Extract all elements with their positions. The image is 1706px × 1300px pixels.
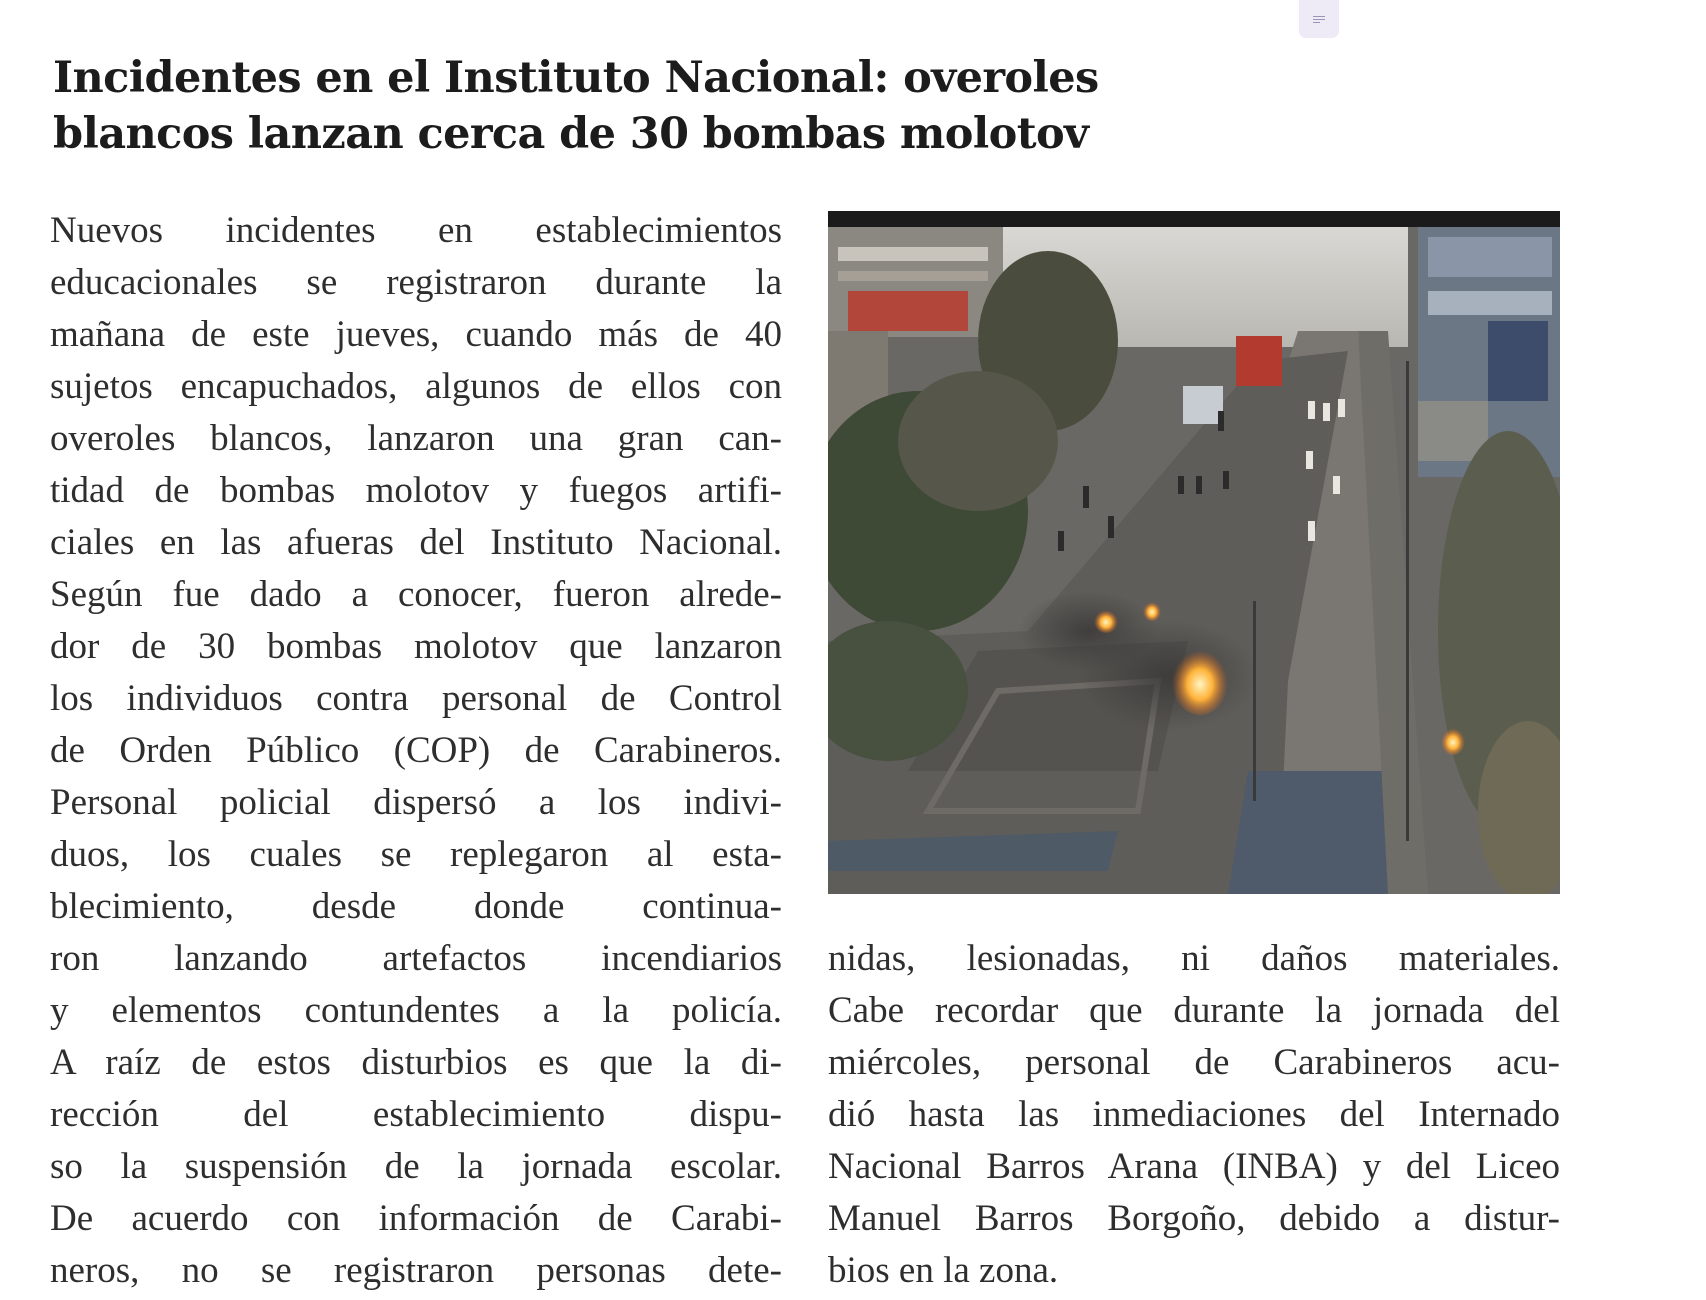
headline-line: Incidentes en el Instituto Nacional: overoles	[53, 53, 1099, 103]
body-text-line: De acuerdo con información de Carabi-	[50, 1198, 782, 1239]
body-text-line: A raíz de estos disturbios es que la di-	[50, 1042, 782, 1083]
body-text-line: de Orden Público (COP) de Carabineros.	[50, 730, 782, 771]
body-text-line: miércoles, personal de Carabineros acu-	[828, 1042, 1560, 1083]
body-text-line: sujetos encapuchados, algunos de ellos con	[50, 366, 782, 407]
article-headline	[53, 50, 1253, 162]
body-text-line: neros, no se registraron personas dete-	[50, 1250, 782, 1291]
menu-tab[interactable]	[1299, 0, 1339, 38]
body-text-line: y elementos contundentes a la policía.	[50, 990, 782, 1031]
body-text-line: ron lanzando artefactos incendiarios	[50, 938, 782, 979]
body-text-line: ciales en las afueras del Instituto Nacional.	[50, 522, 782, 563]
body-text-line: duos, los cuales se replegaron al esta-	[50, 834, 782, 875]
body-text-line: Personal policial dispersó a los indivi-	[50, 782, 782, 823]
body-text-line: bios en la zona.	[828, 1250, 1059, 1291]
body-text-line: educacionales se registraron durante la	[50, 262, 782, 303]
body-text-line: overoles blancos, lanzaron una gran can-	[50, 418, 782, 459]
body-text-line: Nacional Barros Arana (INBA) y del Liceo	[828, 1146, 1560, 1187]
headline-line: blancos lanzan cerca de 30 bombas molotov	[53, 109, 1089, 159]
article-photo	[828, 211, 1560, 894]
menu-lines-icon	[1313, 16, 1325, 23]
body-text-line: dor de 30 bombas molotov que lanzaron	[50, 626, 782, 667]
body-text-line: rección del establecimiento dispu-	[50, 1094, 782, 1135]
body-text-line: nidas, lesionadas, ni daños materiales.	[828, 938, 1560, 979]
article-body-left-column	[50, 205, 782, 1297]
body-text-line: so la suspensión de la jornada escolar.	[50, 1146, 782, 1187]
body-text-line: blecimiento, desde donde continua-	[50, 886, 782, 927]
body-text-line: mañana de este jueves, cuando más de 40	[50, 314, 782, 355]
body-text-line: Manuel Barros Borgoño, debido a distur-	[828, 1198, 1560, 1239]
body-text-line: Nuevos incidentes en establecimientos	[50, 210, 782, 251]
body-text-line: Según fue dado a conocer, fueron alrede-	[50, 574, 782, 615]
body-text-line: dió hasta las inmediaciones del Internado	[828, 1094, 1560, 1135]
body-text-line: Cabe recordar que durante la jornada del	[828, 990, 1560, 1031]
article-body-right-column	[828, 933, 1560, 1297]
body-text-line: los individuos contra personal de Control	[50, 678, 782, 719]
body-text-line: tidad de bombas molotov y fuegos artifi-	[50, 470, 782, 511]
